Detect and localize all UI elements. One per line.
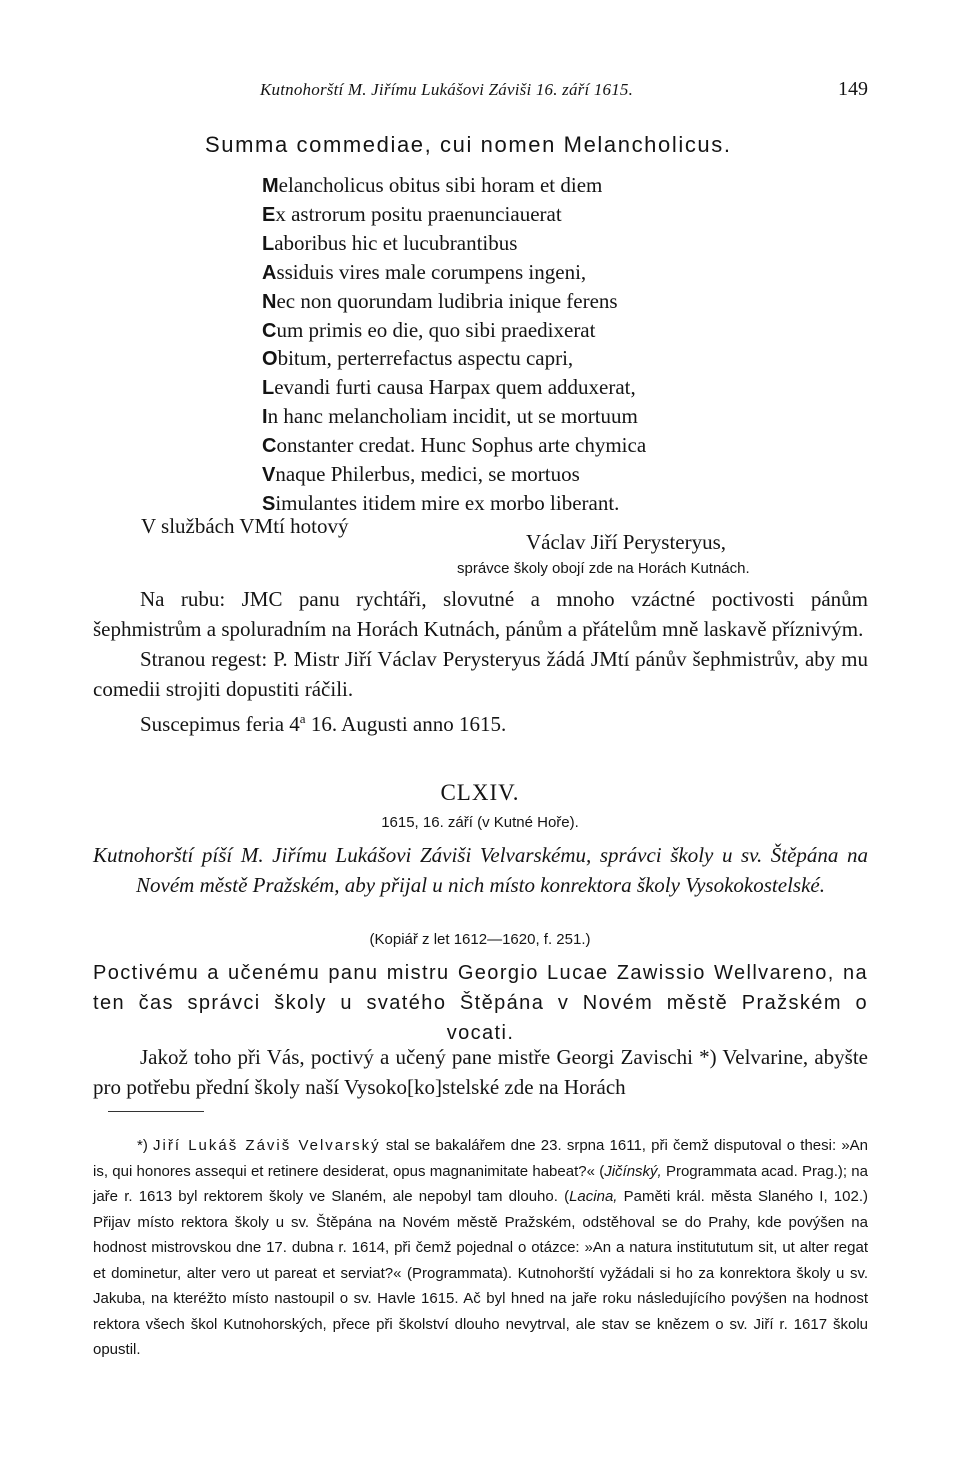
- poem-line-text: elancholicus obitus sibi horam et diem: [278, 173, 603, 197]
- poem-line-text: um primis eo die, quo sibi praedixerat: [276, 317, 596, 342]
- acrostic-poem: [262, 172, 822, 519]
- document-date: 1615, 16. září (v Kutné Hoře).: [381, 814, 579, 831]
- running-title: Kutnohorští M. Jiřímu Lukášovi Záviši 16. září 1615.: [260, 80, 634, 99]
- poem-line-text: ssiduis vires male corumpens ingeni,: [276, 259, 587, 284]
- acrostic-initial: L: [262, 232, 275, 255]
- poem-line: [262, 259, 822, 288]
- acrostic-initial: L: [262, 377, 275, 400]
- poem-line-text: bitum, perterrefactus aspectu capri,: [277, 346, 574, 371]
- poem-line: [262, 403, 822, 432]
- acrostic-initial: N: [262, 290, 277, 313]
- footnote-divider: [108, 1111, 204, 1112]
- poem-line-text: ec non quorundam ludibria inique ferens: [276, 288, 618, 313]
- poem-line-text: n hanc melancholiam incidit, ut se mortuum: [267, 404, 638, 429]
- footnote: [93, 1133, 868, 1363]
- document-source: (Kopiář z let 1612—1620, f. 251.): [369, 931, 591, 948]
- running-head: [0, 76, 960, 106]
- acrostic-initial: C: [262, 319, 277, 342]
- acrostic-initial: O: [262, 348, 278, 371]
- poem-line: [262, 201, 822, 230]
- footnote-citation-2: Lacina,: [569, 1188, 618, 1205]
- footnote-text-3: Paměti král. města Slaného I, 102.) Přijav místo rektora školy u sv. Štěpána na Novém městě Pražském, odstěhoval se do Prahy, kde povýšen na hodnost mistrovskou dne 17. dubna r. 1614, při čemž pojednal o otázce: »An a natura institututum sit, ut alter regat et dominetur, alter vero ut pareat et serviat?« (Programmata). Kutnohorští vyžádali si ho za konrektora školy u sv. Jakuba, na kteréžto místo nastoupil o sv. Havle 1615. Ač byl hned na jaře roku následujícího povýšen na hodnost rektora všech škol Kutnohorských, přece při školství dlouho nevytrval, ale stav se knězem o sv. Jiří r. 1617 školu opustil.: [93, 1188, 868, 1358]
- footnote-text-2: Programmata acad. Prag.); na jaře r. 1613 byl rektorem školy ve Slaném, ale nepobyl tam dlouho. (: [93, 1162, 868, 1205]
- footnote-citation-1: Jičínský,: [604, 1162, 662, 1180]
- poem-line: [262, 317, 822, 346]
- document-number: CLXIV.: [440, 780, 520, 805]
- acrostic-initial: S: [262, 492, 276, 515]
- received-note: [93, 704, 868, 739]
- poem-line: [262, 432, 822, 461]
- poem-line-text: evandi furti causa Harpax quem adduxerat,: [274, 375, 636, 400]
- acrostic-initial: M: [262, 175, 279, 197]
- poem-line: [262, 374, 822, 403]
- received-superscript: a: [299, 711, 306, 726]
- acrostic-initial: I: [262, 406, 268, 429]
- archival-notes: [93, 584, 868, 739]
- document-summary: Kutnohorští píší M. Jiřímu Lukášovi Záviši Velvarskému, správci školy u sv. Štěpána na Novém městě Pražském, aby přijal u nich místo konrektora školy Vysokokostelské.: [93, 843, 868, 897]
- footnote-person-name: Jiří Lukáš Záviš Velvarský: [153, 1137, 381, 1154]
- poem-line: [262, 461, 822, 490]
- poem-line-text: aboribus hic et lucubrantibus: [274, 230, 518, 255]
- poem-line: [262, 345, 822, 374]
- letter-body-text: Jakož toho při Vás, poctivý a učený pane mistře Georgi Zavischi *) Velvarine, abyšte pro potřebu přední školy naší Vysoko[ko]stelské zde na Horách: [93, 1045, 868, 1099]
- regest-note: Stranou regest: P. Mistr Jiří Václav Perysteryus žádá JMtí pánův šephmistrův, aby mu comedii strojiti dopustiti ráčili.: [93, 647, 868, 701]
- poem-line-text: naque Philerbus, medici, se mortuos: [275, 462, 580, 487]
- poem-line-text: x astrorum positu praenunciauerat: [275, 201, 562, 226]
- poem-title: Summa commediae, cui nomen Melancholicus.: [205, 132, 732, 157]
- poem-line-text: onstanter credat. Hunc Sophus arte chymica: [276, 433, 647, 458]
- poem-line: [262, 230, 822, 259]
- letter-address: Poctivému a učenému panu mistru Georgio Lucae Zawissio Wellvareno, na ten čas správci školy u svatého Štěpána v Novém městě Pražském o vocati.: [93, 962, 868, 1044]
- signatory-title: správce školy obojí zde na Horách Kutnách.: [457, 560, 750, 577]
- poem-line: [262, 288, 822, 317]
- signatory-name: Václav Jiří Perysteryus,: [526, 530, 727, 554]
- page-number: 149: [838, 78, 868, 100]
- acrostic-initial: C: [262, 435, 277, 458]
- acrostic-initial: A: [262, 261, 277, 284]
- poem-line-text: imulantes itidem mire ex morbo liberant.: [275, 490, 620, 515]
- closing-formula: V službách VMtí hotový: [141, 514, 349, 538]
- acrostic-initial: V: [262, 464, 276, 487]
- received-suffix: 16. Augusti anno 1615.: [305, 712, 507, 736]
- poem-line: [262, 172, 822, 201]
- acrostic-initial: E: [262, 203, 276, 226]
- footnote-marker: *): [137, 1137, 154, 1154]
- letter-body: [93, 1042, 868, 1102]
- verso-note: Na rubu: JMC panu rychtáři, slovutné a mnoho vzáctné poctivosti pánům šephmistrům a spoluradním na Horách Kutnách, pánům a přátelům mně laskavě příznivým.: [93, 587, 868, 641]
- footnote-text-1: stal se bakalářem dne 23. srpna 1611, při čemž disputoval o thesi: »An is, qui honores assequi et retinere desiderat, opus magnanimitate habeat?« (: [93, 1137, 869, 1180]
- received-prefix: Suscepimus feria 4: [140, 712, 300, 736]
